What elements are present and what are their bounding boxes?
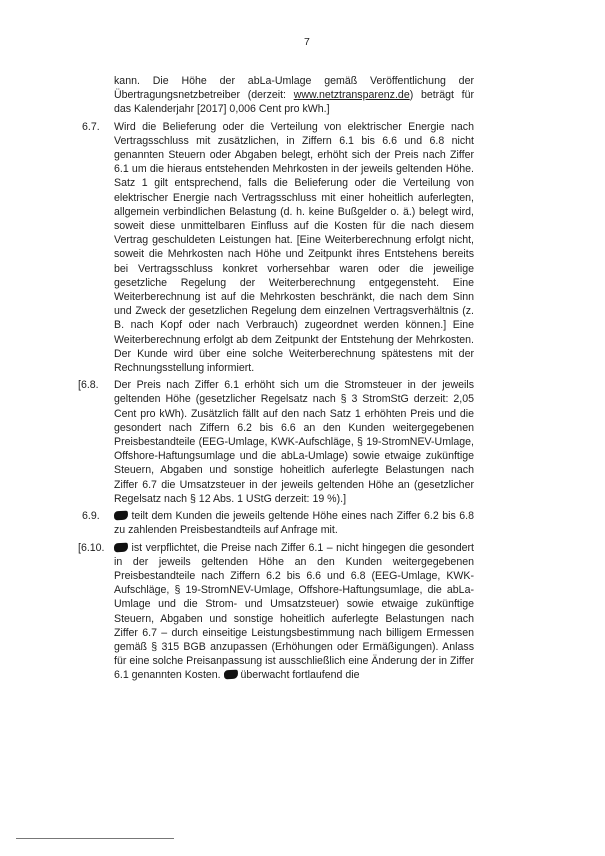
- paragraph-6-9: [82, 509, 474, 537]
- paragraph-text: [114, 121, 474, 374]
- paragraph-number: [6.10.: [78, 541, 105, 554]
- text-segment: teilt dem Kunden die jeweils geltende Höhe eines nach Ziffer 6.2 bis 6.8 zu zahlenden Preisbestandteils auf Anfrage mit.: [114, 510, 474, 537]
- paragraph-6-10: [78, 541, 474, 683]
- paragraph-6-8: [78, 378, 474, 506]
- redaction-mark: [223, 670, 237, 680]
- paragraph-number: 6.7.: [82, 120, 100, 133]
- paragraph-number: [6.8.: [78, 379, 99, 392]
- footer-rule: [16, 838, 174, 839]
- text-segment: überwacht fortlaufend die: [237, 669, 360, 682]
- paragraph-text: [114, 510, 474, 536]
- page-number: 7: [304, 36, 310, 48]
- redaction-mark: [114, 511, 128, 521]
- document-body: [78, 74, 474, 686]
- text-segment: Wird die Belieferung oder die Verteilung von elektrischer Energie nach Vertragsschluss mit zusätzlichen, in Ziffern 6.1 bis 6.6 und 6.8 nicht genannten Steuern oder Abgaben belegt, erhöht sich der Preis nach Ziffer 6.1 um die hieraus entstehenden Mehrkosten in der jeweils geltenden Höhe. Satz 1 gilt entsprechend, falls die Belieferung oder die Verteilung von elektrischer Energie nach Vertragsschluss mit einer hoheitlich auferlegten, allgemein verbindlichen Belastung (d. h. keine Bußgelder o. ä.) belegt wird, soweit diese unmittelbaren Einfluss auf die Kosten für die nach diesem Vertrag geschuldeten Leistungen hat. [Eine Weiterberechnung erfolgt nicht, soweit die Mehrkosten nach Höhe und Zeitpunkt ihres Entstehens bereits bei Vertragsschluss konkret vorhersehbar waren oder die jeweilige gesetzliche Regelung der Weiterberechnung entgegensteht. Eine Weiterberechnung ist auf die Mehrkosten beschränkt, die nach dem Sinn und Zweck der gesetzlichen Regelung dem einzelnen Vertragsverhältnis (z. B. nach Kopf oder nach Verbrauch) zugeordnet werden können.] Eine Weiterberechnung erfolgt ab dem Zeitpunkt der Entstehung der Mehrkosten. Der Kunde wird über eine solche Weiterberechnung spätestens mit der Rechnungsstellung informiert.: [114, 120, 474, 375]
- paragraph-cont: [82, 74, 474, 117]
- paragraph-number: 6.9.: [82, 510, 100, 523]
- paragraph-text: [114, 379, 474, 505]
- url-link[interactable]: www.netztransparenz.de: [293, 89, 410, 102]
- redaction-mark: [114, 542, 128, 552]
- text-segment: kann. Die Höhe der abLa-Umlage gemäß Veröffentlichung der Übertragungsnetzbetreiber (derzeit:: [114, 75, 474, 102]
- text-segment: Der Preis nach Ziffer 6.1 erhöht sich um die Stromsteuer in der jeweils geltenden Höhe (gesetzlicher Regelsatz nach § 3 StromStG derzeit: 2,05 Cent pro kWh). Zusätzlich fällt auf den nach Satz 1 erhöhten Preis und die gesondert nach Ziffern 6.2 bis 6.6 an den Kunden weitergegebenen Preisbestandteile (EEG-Umlage, KWK-Aufschläge, § 19-StromNEV-Umlage, Offshore-Haftungsumlage und die abLa-Umlage) sowie etwaige zukünftige Steuern, Abgaben und sonstige hoheitlich auferlegte Belastungen nach Ziffer 6.7 die Umsatzsteuer in der jeweils geltenden Höhe an (gesetzlicher Regelsatz nach § 12 Abs. 1 UStG derzeit: 19 %).]: [114, 379, 474, 505]
- paragraph-text: [114, 542, 474, 682]
- paragraph-6-7: [82, 120, 474, 376]
- text-segment: ist verpflichtet, die Preise nach Ziffer 6.1 – nicht hingegen die gesondert in der jeweils geltenden Höhe an den Kunden weitergegebenen Preisbestandteile nach Ziffern 6.2 bis 6.6 und 6.8 (EEG-Umlage, KWK-Aufschläge, § 19-StromNEV-Umlage, Offshore-Haftungsumlage, die abLa-Umlage und die Strom- und Umsatzsteuer) sowie etwaige zukünftige Steuern, Abgaben und sonstige hoheitlich auferlegte Belastungen nach Ziffer 6.7 – durch einseitige Leistungsbestimmung nach billigem Ermessen gemäß § 315 BGB anzupassen (Erhöhungen oder Ermäßigungen). Anlass für eine solche Preisanpassung ist ausschließlich eine Änderung der in Ziffer 6.1 genannten Kosten.: [114, 541, 474, 682]
- paragraph-text: [114, 75, 474, 115]
- text-segment: ) beträgt für das Kalenderjahr [2017] 0,006 Cent pro kWh.]: [114, 89, 474, 116]
